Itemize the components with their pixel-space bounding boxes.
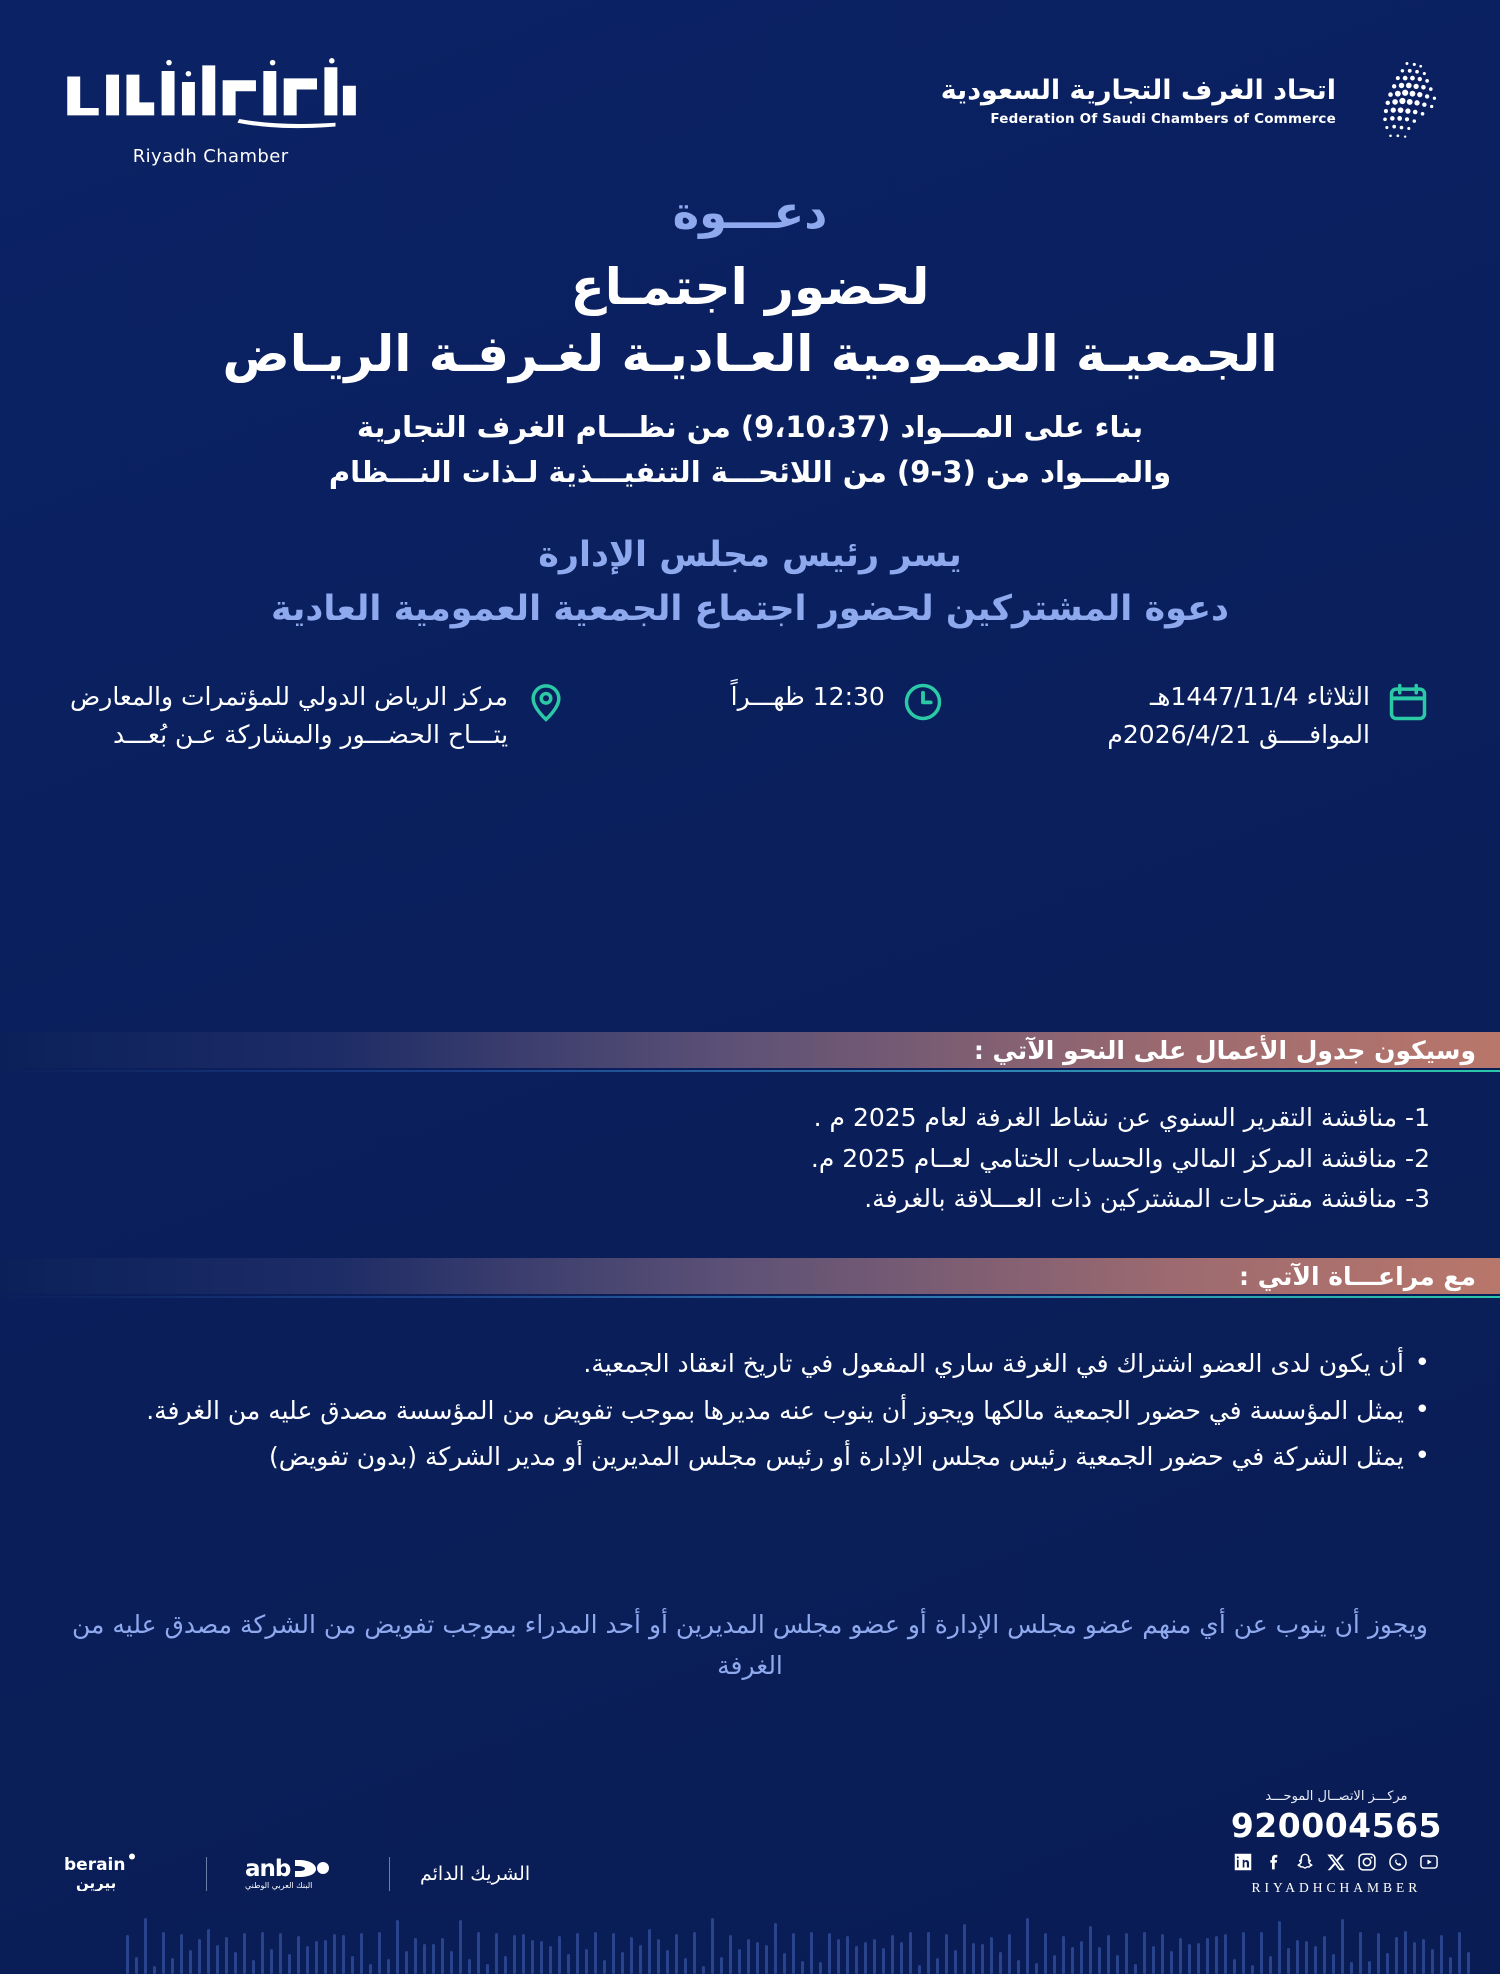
riyadh-chamber-wordmark-icon	[58, 58, 363, 132]
svg-text:anb: anb	[245, 1856, 291, 1882]
facebook-icon[interactable]	[1263, 1851, 1285, 1873]
whatsapp-icon[interactable]	[1387, 1851, 1409, 1873]
federation-logo	[941, 58, 1442, 144]
clock-icon	[901, 680, 945, 724]
contact-center-label: مركـــز الاتصــال الموحـــد	[1265, 1789, 1408, 1804]
sponsor-divider-2	[389, 1857, 390, 1891]
event-venue-block	[70, 678, 568, 753]
agenda-bar-title: وسيكون جدول الأعمال على النحو الآتي :	[0, 1032, 1500, 1068]
snapchat-icon[interactable]	[1294, 1851, 1316, 1873]
sponsor-divider-1	[206, 1857, 207, 1891]
agenda-section-header	[0, 1032, 1500, 1072]
agenda-list	[70, 1098, 1430, 1220]
event-details-row	[0, 678, 1500, 753]
poster-footer	[0, 1789, 1500, 1896]
event-time-block	[731, 678, 945, 724]
notes-list	[70, 1344, 1430, 1484]
social-links	[1231, 1851, 1442, 1873]
contact-phone-number[interactable]: 920004565	[1230, 1806, 1442, 1845]
invitation-word: دعـــوة	[672, 186, 828, 239]
headline-line-1: لحضور اجتمـاع	[570, 258, 930, 316]
agenda-item: 3- مناقشة مقترحات المشتركين ذات العـــلاقة بالغرفة.	[864, 1184, 1430, 1213]
invitation-line-1: يسر رئيس مجلس الإدارة	[538, 535, 962, 575]
note-item: • يمثل المؤسسة في حضور الجمعية مالكها ويجوز أن ينوب عنه مديرها بموجب تفويض من المؤسسة مصدق عليه من الغرفة.	[70, 1391, 1430, 1432]
legal-basis-text	[0, 405, 1500, 495]
federation-logo-text	[941, 75, 1336, 127]
instagram-icon[interactable]	[1356, 1851, 1378, 1873]
event-venue-remote-note: يتـــاح الحضـــور والمشاركة عـن بُعـــد	[112, 719, 509, 749]
anb-text-ar: البنك العربي الوطني	[245, 1881, 313, 1890]
linkedin-icon[interactable]	[1232, 1851, 1254, 1873]
notes-section-header	[0, 1258, 1500, 1298]
anb-wordmark-icon	[237, 1852, 359, 1892]
agenda-item: 1- مناقشة التقرير السنوي عن نشاط الغرفة لعام 2025 م .	[813, 1103, 1430, 1132]
note-item: • يمثل الشركة في حضور الجمعية رئيس مجلس الإدارة أو رئيس مجلس المديرين أو مدير الشركة (بدون تفويض)	[70, 1437, 1430, 1478]
riyadh-chamber-logo	[58, 58, 363, 167]
riyadh-chamber-english-label: Riyadh Chamber	[132, 146, 289, 167]
federation-name-arabic: اتحاد الغرف التجارية السعودية	[940, 74, 1336, 106]
federation-name-english: Federation Of Saudi Chambers of Commerce	[990, 111, 1336, 128]
sponsors-block	[58, 1852, 530, 1896]
permanent-partner-label: الشريك الدائم	[420, 1863, 531, 1885]
x-twitter-icon[interactable]	[1325, 1851, 1347, 1873]
berain-text-ar: بيرين	[76, 1874, 117, 1891]
halftone-dots-map-icon	[1350, 58, 1442, 144]
event-venue-name: مركز الرياض الدولي للمؤتمرات والمعارض	[70, 682, 509, 711]
sponsor-anb-logo	[237, 1852, 359, 1896]
sponsor-berain-logo	[58, 1853, 176, 1895]
youtube-icon[interactable]	[1418, 1851, 1440, 1873]
berain-text-en: berain	[64, 1855, 126, 1875]
headline-line-2: الجمعيـة العمـومية العـاديـة لغـرفـة الريـاض	[222, 325, 1278, 383]
legal-line-1: بناء على المـــواد (9،10،37) من نظـــام الغرف التجارية	[356, 410, 1144, 444]
event-date-hijri: الثلاثاء 1447/11/4هـ	[1149, 682, 1370, 711]
berain-wordmark-icon	[58, 1853, 176, 1891]
contact-center-block	[1231, 1789, 1442, 1896]
event-date-text	[1107, 678, 1370, 753]
event-venue-text	[70, 678, 508, 753]
notes-bar-underline	[0, 1296, 1500, 1298]
invitation-line-2: دعوة المشتركين لحضور اجتماع الجمعية العمومية العادية	[271, 589, 1229, 630]
location-pin-icon	[524, 680, 568, 724]
agenda-bar-underline	[0, 1070, 1500, 1072]
event-time-text: 12:30 ظهـــراً	[730, 682, 885, 711]
notes-bar-title: مع مراعـــاة الآتي :	[0, 1258, 1500, 1294]
agenda-item: 2- مناقشة المركز المالي والحساب الختامي لعــام 2025 م.	[810, 1143, 1430, 1173]
equalizer-decoration	[0, 1912, 1500, 1974]
notes-closing-text: ويجوز أن ينوب عن أي منهم عضو مجلس الإدارة أو عضو مجلس المديرين أو أحد المدراء بموجب تفويض من الشركة مصدق عليه من الغرفة	[72, 1610, 1428, 1680]
legal-line-2: والمـــواد من (3-9) من اللائحـــة التنفيـــذية لـذات النـــظام	[328, 454, 1172, 489]
calendar-icon	[1386, 680, 1430, 724]
social-handle: RIYADHCHAMBER	[1251, 1880, 1422, 1895]
invitation-body-text	[0, 528, 1500, 637]
note-item: • أن يكون لدى العضو اشتراك في الغرفة ساري المفعول في تاريخ انعقاد الجمعية.	[70, 1344, 1430, 1385]
event-date-gregorian: الموافــــق 2026/4/21م	[1107, 719, 1370, 749]
poster-header	[0, 58, 1500, 167]
event-date-block	[1107, 678, 1430, 753]
